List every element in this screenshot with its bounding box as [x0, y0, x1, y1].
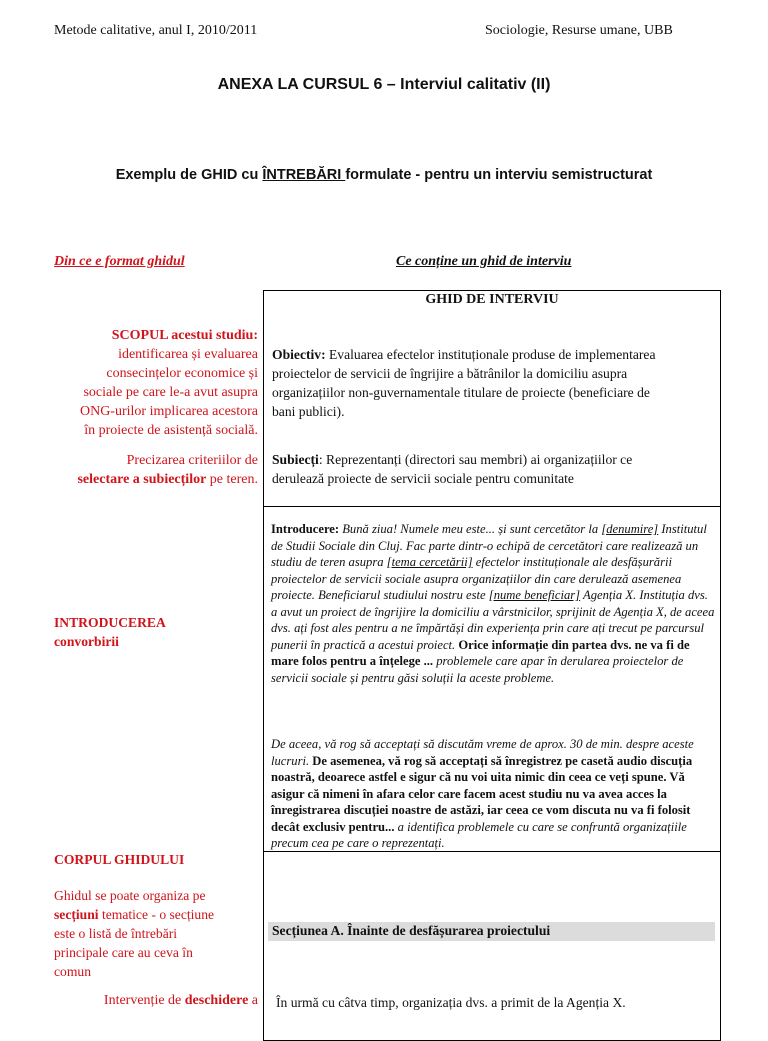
objective-line-text: Evaluarea efectelor instituționale produse de implementarea — [325, 347, 656, 362]
introduction-label: Introducere: — [271, 522, 340, 536]
corp-line2 — [54, 905, 244, 924]
intro-text: efectelor instituționale ale desfășurării proiectelor de servicii sociale asupra organizațiilor din care derulează asemenea proiecte. Beneficiarul studiului nostru este — [271, 555, 682, 602]
corp-line: comun — [54, 964, 91, 979]
objective-paragraph — [272, 345, 714, 421]
scopul-title: SCOPUL acestui studiu: — [111, 328, 258, 343]
corp-title: CORPUL GHIDULUI — [54, 852, 185, 867]
intro-text: De aceea, vă rog să acceptați să discutăm vreme de aprox. 30 de min. despre aceste lucruri. — [271, 737, 694, 768]
interventie-pre: Intervenție de — [103, 993, 185, 1008]
scopul-line: în proiecte de asistență socială. — [84, 423, 258, 438]
scopul-line: identificarea și evaluarea — [118, 347, 258, 362]
subjects-line: derulează proiecte de servicii sociale pentru comunitate — [272, 471, 574, 486]
corp-block — [54, 886, 244, 981]
objective-line: bani publici). — [272, 404, 345, 419]
criterii-line1: Precizarea criteriilor de — [126, 453, 258, 468]
criterii-bold: selectare a subiecților — [77, 472, 207, 487]
interventie-label — [40, 993, 258, 1009]
interventie-post: a — [248, 993, 258, 1008]
intro-text: problemele care apar în derularea proiectelor de servicii sociale și pentru găsi soluții la aceste probleme. — [271, 654, 684, 685]
subtitle-part2: formulate - pentru un interviu semistructurat — [345, 167, 653, 183]
interventie-bold: deschidere — [184, 993, 249, 1008]
guide-box-body — [263, 851, 721, 1041]
intro-label-sub: convorbirii — [54, 634, 119, 649]
scopul-line: ONG-urilor implicarea acestora — [79, 404, 258, 419]
intro-label-block — [54, 613, 244, 651]
introduction-paragraph-2 — [271, 736, 715, 852]
subjects-label: Subiecți — [272, 452, 319, 467]
criterii-block — [40, 451, 258, 489]
scopul-line: sociale pe care le-a avut asupra — [83, 385, 258, 400]
header-left: Metode calitative, anul I, 2010/2011 — [54, 23, 258, 38]
intro-text: Institutul de Studii Sociale din Cluj. Fac parte dintr-o echipă de cercetători care realizează un studiu de teren asupra — [271, 522, 707, 569]
scopul-line: consecințelor economice și — [106, 366, 258, 381]
guide-heading: GHID DE INTERVIU — [425, 292, 559, 307]
intro-bold-consent: De asemenea, vă rog să acceptați să înregistrez pe casetă audio discuția noastră, deoarece astfel e sigur că nu voi uita nimic din ceea ce veți spune. Vă asigur că nimeni în afara celor care facem acest studiu nu va avea acces la înregistrarea discuției noastre de astăzi, iar ceea ce vom discuta nu va fi folosit decât exclusiv pentru... — [271, 753, 693, 834]
intro-label-title: INTRODUCEREA — [54, 615, 166, 630]
scopul-block — [40, 326, 258, 440]
page-title: ANEXA LA CURSUL 6 – Interviul calitativ (II) — [217, 76, 551, 93]
opening-question: În urmă cu câtva timp, organizația dvs. a primit de la Agenția X. — [276, 995, 626, 1010]
placeholder-beneficiar: [nume beneficiar] — [488, 588, 581, 602]
subjects-line-text: : Reprezentanți (directori sau membri) ai organizațiilor ce — [318, 452, 633, 467]
introduction-paragraph-1 — [271, 521, 715, 686]
subjects-paragraph — [272, 450, 714, 488]
subtitle-part1: Exemplu de GHID cu — [115, 167, 263, 183]
corp-line2-rest: tematice - o secțiune — [98, 907, 215, 922]
page-subtitle — [0, 167, 768, 183]
objective-line: proiectelor de servicii de îngrijire a bătrânilor la domiciliu asupra — [272, 366, 628, 381]
header-right: Sociologie, Resurse umane, UBB — [485, 23, 673, 38]
subjects-line — [272, 450, 714, 469]
objective-label: Obiectiv: — [272, 347, 326, 362]
corp-line: principale care au ceva în — [54, 945, 193, 960]
subtitle-underlined: ÎNTREBĂRI — [262, 167, 346, 183]
placeholder-tema: [tema cercetării] — [386, 555, 473, 569]
intro-text: Agenția X. Instituția dvs. a avut un proiect de îngrijire la domiciliu a vârstnicilor, sprijinit de Agenția X, de aceea dvs. ați fost ales pentru a ne împărtăși din experiența prin care ați trecut pe parcursul punerii în practică a acestui proiect. — [271, 588, 715, 652]
intro-text: Bună ziua! Numele meu este... și sunt cercetător la — [339, 522, 602, 536]
corp-line1: Ghidul se poate organiza pe — [54, 888, 206, 903]
objective-line — [272, 345, 714, 364]
corp-bold: secțiuni — [54, 907, 99, 922]
corp-line: este o listă de întrebări — [54, 926, 178, 941]
intro-text: a identifica problemele cu care se confruntă organizațiile precum cea pe care o reprezentați. — [271, 819, 687, 850]
section-a-title: Secțiunea A. Înainte de desfășurarea proiectului — [272, 923, 551, 938]
objective-line: organizațiilor non-guvernamentale titulare de proiecte (beneficiare de — [272, 385, 650, 400]
placeholder-denumire: [denumire] — [601, 522, 659, 536]
column-heading-right: Ce conține un ghid de interviu — [396, 254, 572, 269]
criterii-line2 — [40, 470, 258, 489]
criterii-rest: pe teren. — [206, 472, 258, 487]
intro-bold: Orice informație din partea dvs. ne va fi de mare folos pentru a înțelege ... — [271, 637, 690, 668]
column-heading-left: Din ce e format ghidul — [54, 254, 185, 269]
